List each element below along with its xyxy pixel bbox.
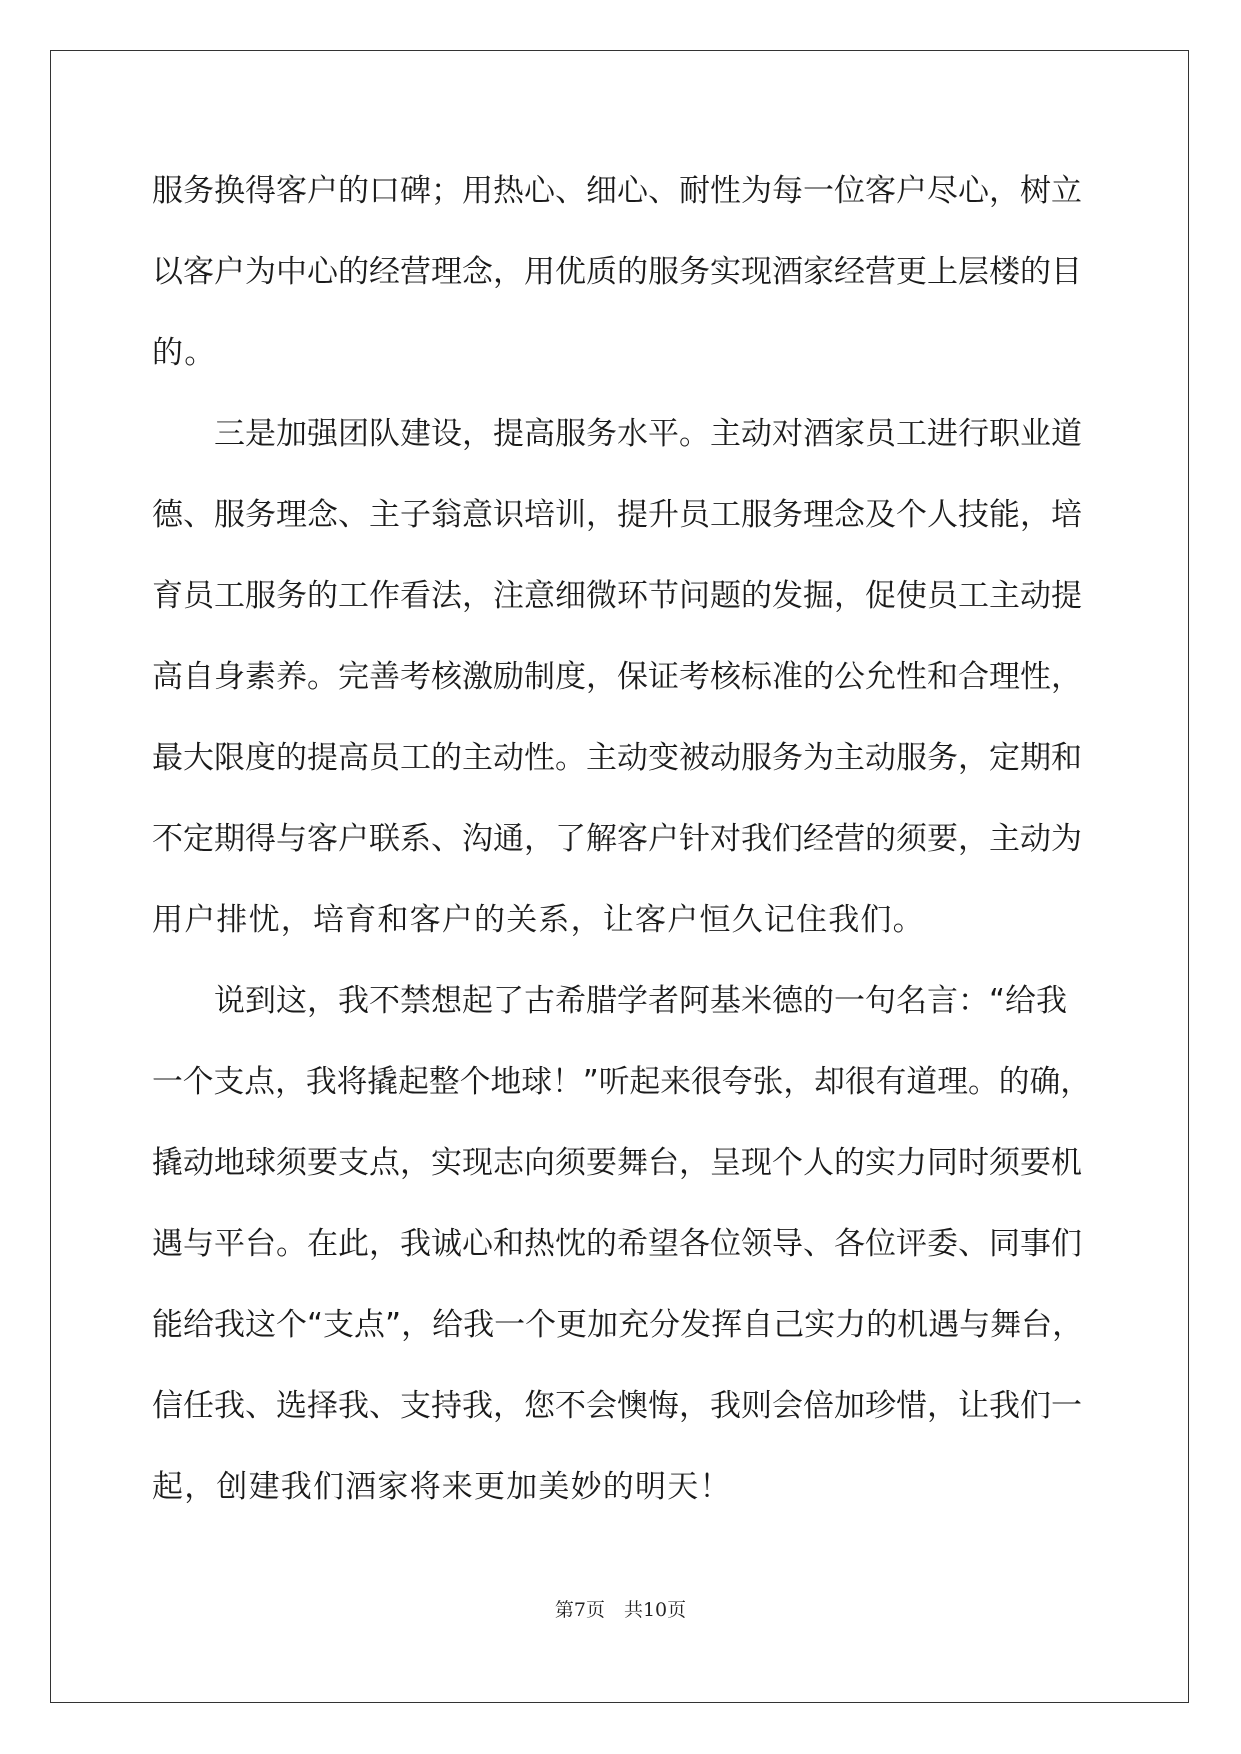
page-footer: 第7页 共10页: [554, 1599, 687, 1621]
text-line: 以客户为中心的经营理念，用优质的服务实现酒家经营更上层楼的目: [152, 254, 1082, 290]
text-line: 能给我这个“支点”，给我一个更加充分发挥自己实力的机遇与舞台，: [152, 1307, 1084, 1343]
text-line: 不定期得与客户联系、沟通，了解客户针对我们经营的须要，主动为: [152, 821, 1082, 857]
text-line: 一个支点，我将撬起整个地球！”听起来很夸张，却很有道理。的确，: [152, 1064, 1092, 1100]
text-line: 用户排忧，培育和客户的关系，让客户恒久记住我们。: [152, 902, 925, 938]
page-border: [50, 50, 1189, 1703]
text-line: 说到这，我不禁想起了古希腊学者阿基米德的一句名言：“给我: [152, 983, 1068, 1019]
text-line: 起，创建我们酒家将来更加美妙的明天！: [152, 1469, 732, 1505]
text-line: 三是加强团队建设，提高服务水平。主动对酒家员工进行职业道: [152, 416, 1082, 452]
text-line: 德、服务理念、主子翁意识培训，提升员工服务理念及个人技能，培: [152, 497, 1082, 533]
text-line: 服务换得客户的口碑；用热心、细心、耐性为每一位客户尽心，树立: [152, 173, 1082, 209]
text-line: 的。: [152, 335, 217, 371]
text-line: 信任我、选择我、支持我，您不会懊悔，我则会倍加珍惜，让我们一: [152, 1388, 1082, 1424]
text-line: 撬动地球须要支点，实现志向须要舞台，呈现个人的实力同时须要机: [152, 1145, 1082, 1181]
text-line: 最大限度的提高员工的主动性。主动变被动服务为主动服务，定期和: [152, 740, 1082, 776]
text-line: 高自身素养。完善考核激励制度，保证考核标准的公允性和合理性，: [152, 659, 1082, 695]
text-line: 遇与平台。在此，我诚心和热忱的希望各位领导、各位评委、同事们: [152, 1226, 1082, 1262]
text-line: 育员工服务的工作看法，注意细微环节问题的发掘，促使员工主动提: [152, 578, 1082, 614]
